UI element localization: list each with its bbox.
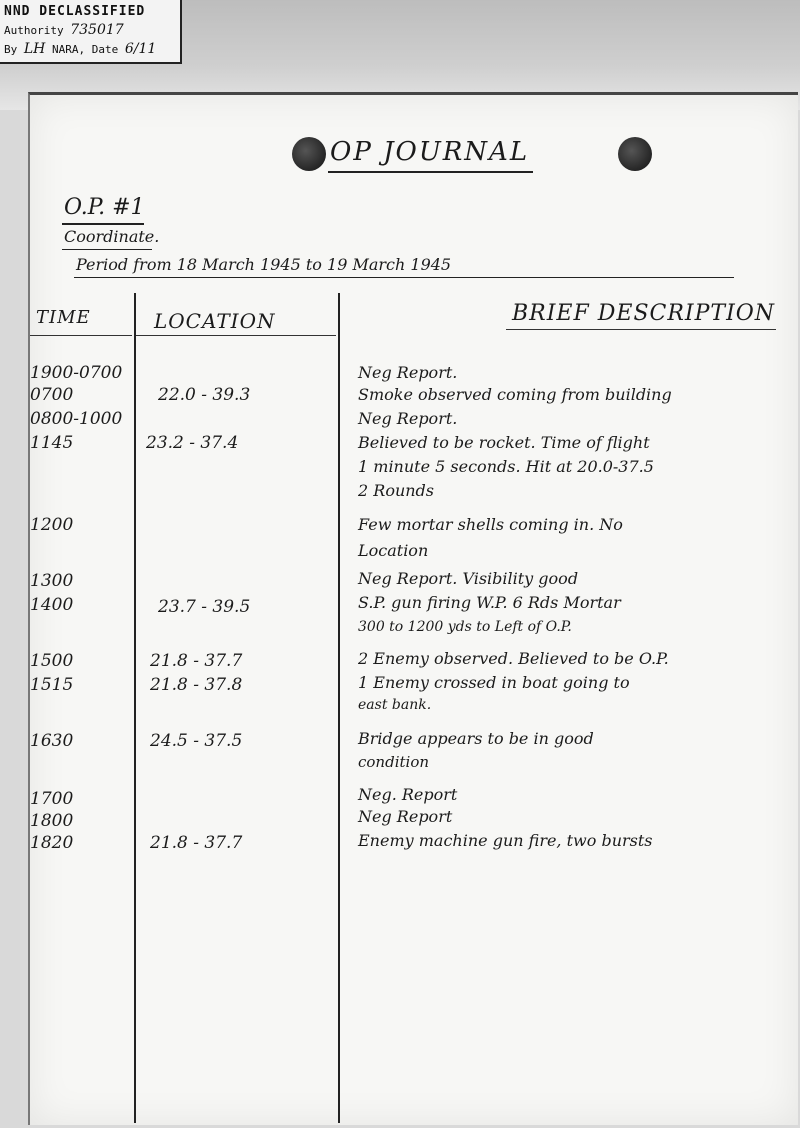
stamp-initials: LH xyxy=(23,41,46,57)
column-divider-1 xyxy=(134,293,136,1123)
punch-hole-right xyxy=(618,137,652,171)
entry-description: Location xyxy=(358,541,429,560)
entry-time: 1500 xyxy=(30,651,74,671)
entry-description: S.P. gun firing W.P. 6 Rds Mortar xyxy=(358,593,621,612)
entry-description: Believed to be rocket. Time of flight xyxy=(358,433,650,452)
entry-description: Neg Report. Visibility good xyxy=(358,569,579,588)
stamp-number: 735017 xyxy=(70,22,124,38)
stamp-by-row xyxy=(4,40,176,59)
entry-description: Smoke observed coming from building xyxy=(358,385,672,404)
op-number-underline xyxy=(62,223,144,225)
entry-location: 21.8 - 37.8 xyxy=(150,675,243,695)
period-line: Period from 18 March 1945 to 19 March 1945 xyxy=(76,255,452,274)
entry-location: 22.0 - 39.3 xyxy=(158,385,251,405)
entry-time: 1700 xyxy=(30,789,74,809)
entry-description: east bank. xyxy=(358,697,432,713)
entry-time: 1200 xyxy=(30,515,74,535)
entry-description: 2 Rounds xyxy=(358,481,435,500)
header-location: LOCATION xyxy=(154,309,276,333)
entry-time: 0700 xyxy=(30,385,74,405)
period-underline xyxy=(74,277,734,278)
column-divider-2 xyxy=(338,293,340,1123)
header-underline-description xyxy=(506,329,776,330)
entry-location: 23.7 - 39.5 xyxy=(158,597,251,617)
entry-location: 24.5 - 37.5 xyxy=(150,731,243,751)
entry-time: 1900-0700 xyxy=(30,363,123,383)
entry-description: Neg. Report xyxy=(358,785,458,804)
op-number: O.P. #1 xyxy=(64,195,145,220)
entry-location: 21.8 - 37.7 xyxy=(150,651,243,671)
journal-sheet xyxy=(28,92,798,1125)
stamp-by-label: By xyxy=(4,43,18,56)
header-time: TIME xyxy=(36,307,91,328)
entry-time: 1800 xyxy=(30,811,74,831)
entry-time: 1145 xyxy=(30,433,74,453)
entry-description: 300 to 1200 yds to Left of O.P. xyxy=(358,619,572,635)
coordinate-label: Coordinate. xyxy=(64,227,160,246)
header-underline-time xyxy=(30,335,132,336)
entry-description: Neg Report. xyxy=(358,363,458,382)
entry-description: Neg Report xyxy=(358,807,453,826)
entry-time: 0800-1000 xyxy=(30,409,123,429)
entry-location: 21.8 - 37.7 xyxy=(150,833,243,853)
title-underline xyxy=(328,171,533,173)
entry-description: 2 Enemy observed. Believed to be O.P. xyxy=(358,649,669,668)
stamp-authority-row xyxy=(4,21,176,40)
entry-description: 1 Enemy crossed in boat going to xyxy=(358,673,630,692)
punch-hole-left xyxy=(292,137,326,171)
entry-location: 23.2 - 37.4 xyxy=(146,433,239,453)
header-description: BRIEF DESCRIPTION xyxy=(512,301,776,326)
entry-time: 1300 xyxy=(30,571,74,591)
entry-description: condition xyxy=(358,753,430,771)
entry-description: Bridge appears to be in good xyxy=(358,729,594,748)
entry-time: 1515 xyxy=(30,675,74,695)
stamp-declassified: NND DECLASSIFIED xyxy=(4,4,146,19)
entry-time: 1400 xyxy=(30,595,74,615)
entry-time: 1820 xyxy=(30,833,74,853)
declassification-stamp xyxy=(0,0,182,64)
coordinate-underline xyxy=(62,249,152,250)
entry-description: Enemy machine gun fire, two bursts xyxy=(358,831,653,850)
entry-description: Neg Report. xyxy=(358,409,458,428)
entry-description: Few mortar shells coming in. No xyxy=(358,515,623,534)
stamp-date: 6/11 xyxy=(124,41,157,57)
entry-time: 1630 xyxy=(30,731,74,751)
stamp-authority-label: Authority xyxy=(4,24,64,37)
entry-description: 1 minute 5 seconds. Hit at 20.0-37.5 xyxy=(358,457,654,476)
journal-title: OP JOURNAL xyxy=(330,137,530,167)
header-underline-location xyxy=(136,335,336,336)
stamp-nara-label: NARA, Date xyxy=(52,43,119,56)
